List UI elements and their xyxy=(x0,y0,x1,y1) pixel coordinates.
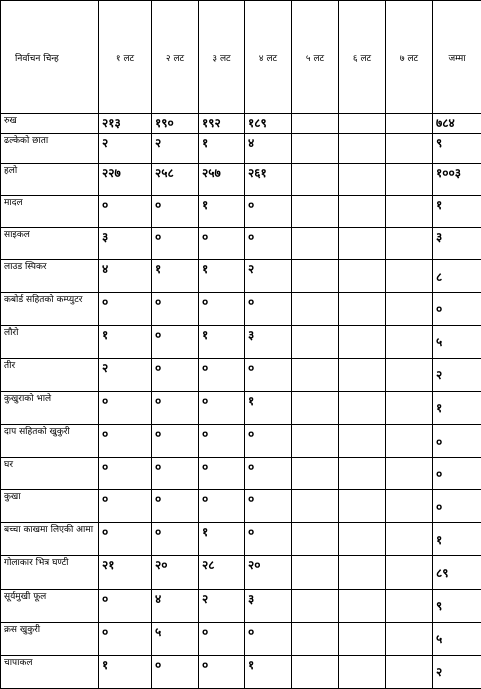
lot-2-cell: ० xyxy=(152,325,199,358)
lot-3-cell: २८ xyxy=(199,556,245,589)
lot-2-cell: ० xyxy=(152,358,199,391)
table-row xyxy=(1,325,481,358)
lot-5-cell xyxy=(292,134,339,164)
lot-4-cell: ० xyxy=(245,458,292,490)
lot-4-cell: ० xyxy=(245,292,292,325)
lot-3-cell: १९२ xyxy=(199,114,245,134)
lot-3-cell: ० xyxy=(199,391,245,424)
lot-4-cell: २६१ xyxy=(245,164,292,196)
lot-5-cell xyxy=(292,196,339,228)
lot-7-cell xyxy=(386,114,433,134)
symbol-cell: क्रस खुकुरी xyxy=(1,622,99,655)
lot-5-cell xyxy=(292,490,339,523)
lot-1-cell: १ xyxy=(99,655,152,688)
lot-7-cell xyxy=(386,292,433,325)
table-row xyxy=(1,358,481,391)
lot-2-cell: ० xyxy=(152,655,199,688)
lot-5-cell xyxy=(292,164,339,196)
lot-4-cell: ० xyxy=(245,490,292,523)
header-lot-4: ४ लट xyxy=(245,1,292,114)
total-cell: १ xyxy=(433,196,481,228)
total-cell: ० xyxy=(433,292,481,325)
lot-1-cell: ३ xyxy=(99,228,152,260)
lot-2-cell: ० xyxy=(152,228,199,260)
lot-7-cell xyxy=(386,325,433,358)
lot-5-cell xyxy=(292,260,339,292)
table-row xyxy=(1,523,481,556)
lot-7-cell xyxy=(386,196,433,228)
lot-6-cell xyxy=(339,358,386,391)
lot-5-cell xyxy=(292,458,339,490)
lot-5-cell xyxy=(292,114,339,134)
lot-1-cell: ० xyxy=(99,458,152,490)
symbol-cell: चापाकल xyxy=(1,655,99,688)
lot-1-cell: २ xyxy=(99,358,152,391)
lot-2-cell: ४ xyxy=(152,589,199,622)
lot-7-cell xyxy=(386,228,433,260)
table-row xyxy=(1,589,481,622)
lot-3-cell: २ xyxy=(199,589,245,622)
table-row xyxy=(1,425,481,458)
lot-4-cell: ३ xyxy=(245,325,292,358)
header-lot-6: ६ लट xyxy=(339,1,386,114)
total-cell: १ xyxy=(433,391,481,424)
total-cell: ० xyxy=(433,490,481,523)
lot-2-cell: ० xyxy=(152,490,199,523)
symbol-cell: सूर्यमुखी फूल xyxy=(1,589,99,622)
lot-1-cell: ० xyxy=(99,292,152,325)
lot-7-cell xyxy=(386,164,433,196)
lot-5-cell xyxy=(292,556,339,589)
lot-1-cell: ४ xyxy=(99,260,152,292)
lot-4-cell: ० xyxy=(245,196,292,228)
lot-1-cell: २१ xyxy=(99,556,152,589)
lot-4-cell: ३ xyxy=(245,589,292,622)
total-cell: ५ xyxy=(433,622,481,655)
total-cell: ० xyxy=(433,425,481,458)
total-cell: ९ xyxy=(433,134,481,164)
lot-7-cell xyxy=(386,358,433,391)
lot-4-cell: ० xyxy=(245,622,292,655)
lot-7-cell xyxy=(386,425,433,458)
lot-1-cell: ० xyxy=(99,196,152,228)
lot-4-cell: ० xyxy=(245,523,292,556)
lot-1-cell: ० xyxy=(99,523,152,556)
lot-3-cell: १ xyxy=(199,134,245,164)
lot-4-cell: ० xyxy=(245,425,292,458)
symbol-cell: घर xyxy=(1,458,99,490)
lot-4-cell: १ xyxy=(245,391,292,424)
total-cell: ८ xyxy=(433,260,481,292)
lot-7-cell xyxy=(386,589,433,622)
symbol-cell: कबोर्ड सहितको कम्प्युटर xyxy=(1,292,99,325)
lot-6-cell xyxy=(339,425,386,458)
total-cell: ० xyxy=(433,458,481,490)
total-cell: ८९ xyxy=(433,556,481,589)
lot-4-cell: १८९ xyxy=(245,114,292,134)
lot-6-cell xyxy=(339,164,386,196)
table-row xyxy=(1,292,481,325)
table-row xyxy=(1,490,481,523)
lot-7-cell xyxy=(386,490,433,523)
header-lot-5: ५ लट xyxy=(292,1,339,114)
lot-6-cell xyxy=(339,292,386,325)
lot-3-cell: १ xyxy=(199,523,245,556)
lot-5-cell xyxy=(292,523,339,556)
total-cell: ३ xyxy=(433,228,481,260)
symbol-cell: कुखा xyxy=(1,490,99,523)
lot-3-cell: ० xyxy=(199,490,245,523)
symbol-cell: तीर xyxy=(1,358,99,391)
lot-1-cell: १ xyxy=(99,325,152,358)
symbol-cell: दाप सहितको खुकुरी xyxy=(1,425,99,458)
table-row xyxy=(1,134,481,164)
symbol-cell: मादल xyxy=(1,196,99,228)
lot-6-cell xyxy=(339,134,386,164)
table-row xyxy=(1,458,481,490)
lot-7-cell xyxy=(386,458,433,490)
lot-5-cell xyxy=(292,655,339,688)
table-row xyxy=(1,556,481,589)
header-symbol: निर्वाचन चिन्ह xyxy=(1,1,99,114)
symbol-cell: बच्चा काखमा लिएकी आमा xyxy=(1,523,99,556)
total-cell: ९ xyxy=(433,589,481,622)
lot-4-cell: २० xyxy=(245,556,292,589)
header-lot-1: १ लट xyxy=(99,1,152,114)
lot-3-cell: ० xyxy=(199,228,245,260)
lot-4-cell: २ xyxy=(245,260,292,292)
lot-3-cell: ० xyxy=(199,425,245,458)
lot-2-cell: २ xyxy=(152,134,199,164)
symbol-cell: लाउड स्पिकर xyxy=(1,260,99,292)
symbol-cell: रुख xyxy=(1,114,99,134)
table-row xyxy=(1,260,481,292)
lot-1-cell: २२७ xyxy=(99,164,152,196)
lot-6-cell xyxy=(339,490,386,523)
table-row xyxy=(1,655,481,688)
symbol-cell: हलो xyxy=(1,164,99,196)
lot-3-cell: २५७ xyxy=(199,164,245,196)
lot-2-cell: ० xyxy=(152,292,199,325)
lot-2-cell: १ xyxy=(152,260,199,292)
lot-1-cell: ० xyxy=(99,622,152,655)
lot-3-cell: ० xyxy=(199,358,245,391)
lot-6-cell xyxy=(339,114,386,134)
lot-4-cell: ० xyxy=(245,228,292,260)
header-lot-3: ३ लट xyxy=(199,1,245,114)
lot-2-cell: ० xyxy=(152,391,199,424)
lot-3-cell: ० xyxy=(199,458,245,490)
total-cell: १००३ xyxy=(433,164,481,196)
lot-2-cell: १९० xyxy=(152,114,199,134)
lot-7-cell xyxy=(386,622,433,655)
lot-6-cell xyxy=(339,622,386,655)
lot-6-cell xyxy=(339,556,386,589)
lot-2-cell: ० xyxy=(152,196,199,228)
lot-5-cell xyxy=(292,292,339,325)
lot-2-cell: ५ xyxy=(152,622,199,655)
lot-2-cell: २० xyxy=(152,556,199,589)
lot-6-cell xyxy=(339,196,386,228)
lot-2-cell: ० xyxy=(152,523,199,556)
header-total: जम्मा xyxy=(433,1,481,114)
table-row xyxy=(1,391,481,424)
symbol-cell: साइकल xyxy=(1,228,99,260)
lot-3-cell: १ xyxy=(199,325,245,358)
symbol-cell: कुखुराको भाले xyxy=(1,391,99,424)
lot-4-cell: १ xyxy=(245,655,292,688)
total-cell: २ xyxy=(433,655,481,688)
lot-6-cell xyxy=(339,523,386,556)
lot-5-cell xyxy=(292,325,339,358)
lot-6-cell xyxy=(339,325,386,358)
lot-3-cell: १ xyxy=(199,260,245,292)
lot-6-cell xyxy=(339,589,386,622)
lot-7-cell xyxy=(386,134,433,164)
lot-1-cell: ० xyxy=(99,589,152,622)
table-row xyxy=(1,196,481,228)
header-row xyxy=(1,1,481,114)
table-row xyxy=(1,622,481,655)
lot-5-cell xyxy=(292,228,339,260)
lot-6-cell xyxy=(339,391,386,424)
total-cell: ५ xyxy=(433,325,481,358)
lot-6-cell xyxy=(339,228,386,260)
lot-1-cell: ० xyxy=(99,425,152,458)
symbol-cell: लौरो xyxy=(1,325,99,358)
lot-5-cell xyxy=(292,589,339,622)
lot-2-cell: ० xyxy=(152,458,199,490)
total-cell: ७८४ xyxy=(433,114,481,134)
lot-2-cell: ० xyxy=(152,425,199,458)
lot-4-cell: ० xyxy=(245,358,292,391)
lot-5-cell xyxy=(292,622,339,655)
lot-4-cell: ४ xyxy=(245,134,292,164)
table-row xyxy=(1,228,481,260)
lot-5-cell xyxy=(292,358,339,391)
lot-6-cell xyxy=(339,655,386,688)
symbol-cell: गोलाकार भित्र घण्टी xyxy=(1,556,99,589)
lot-1-cell: २ xyxy=(99,134,152,164)
symbol-cell: ढल्केको छाता xyxy=(1,134,99,164)
header-lot-7: ७ लट xyxy=(386,1,433,114)
lot-3-cell: ० xyxy=(199,622,245,655)
table-row xyxy=(1,114,481,134)
lot-7-cell xyxy=(386,556,433,589)
table-row xyxy=(1,164,481,196)
header-lot-2: २ लट xyxy=(152,1,199,114)
lot-3-cell: ० xyxy=(199,292,245,325)
lot-1-cell: ० xyxy=(99,490,152,523)
lot-6-cell xyxy=(339,260,386,292)
total-cell: २ xyxy=(433,358,481,391)
lot-3-cell: ० xyxy=(199,655,245,688)
lot-7-cell xyxy=(386,391,433,424)
lot-1-cell: ० xyxy=(99,391,152,424)
lot-1-cell: २१३ xyxy=(99,114,152,134)
lot-7-cell xyxy=(386,523,433,556)
total-cell: १ xyxy=(433,523,481,556)
table-body xyxy=(1,114,481,689)
lot-7-cell xyxy=(386,655,433,688)
lot-7-cell xyxy=(386,260,433,292)
lot-5-cell xyxy=(292,391,339,424)
lot-6-cell xyxy=(339,458,386,490)
lot-3-cell: १ xyxy=(199,196,245,228)
lot-5-cell xyxy=(292,425,339,458)
lot-2-cell: २५८ xyxy=(152,164,199,196)
